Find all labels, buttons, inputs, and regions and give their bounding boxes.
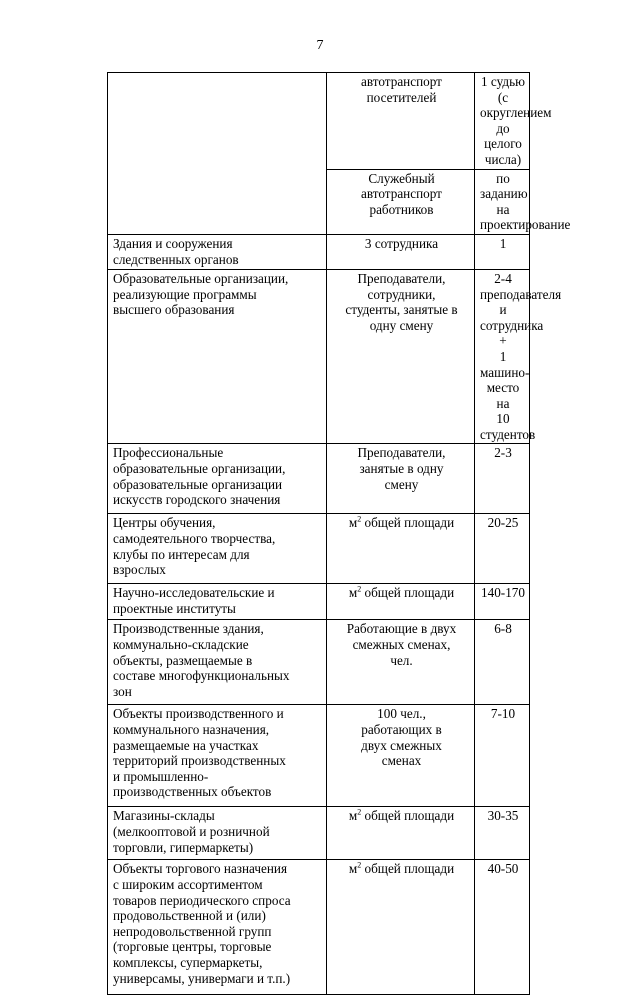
unit-superscript: 2 — [357, 808, 362, 818]
unit-cell: 100 чел., работающих в двух смежных сменах — [327, 705, 475, 807]
norm-cell: 2-4 преподавателя и сотрудника + 1 машино-место на 10 студентов — [475, 269, 530, 444]
table-row — [108, 514, 530, 584]
norm-cell: 7-10 — [475, 705, 530, 807]
parking-norms-table — [107, 72, 571, 995]
table-row — [108, 860, 530, 995]
unit-superscript: 2 — [357, 585, 362, 595]
object-cell: Образовательные организации, реализующие программы высшего образования — [108, 269, 327, 444]
table-row — [108, 807, 530, 860]
unit-text: м — [348, 515, 358, 531]
object-cell: Научно-исследовательские и проектные институты — [108, 584, 327, 620]
object-cell: Производственные здания, коммунально-складские объекты, размещаемые в составе многофункциональных зон — [108, 620, 327, 705]
norm-cell: по заданию на проектирование — [475, 169, 530, 234]
object-cell: Магазины-склады (мелкооптовой и розничной торговли, гипермаркеты) — [108, 807, 327, 860]
unit-cell — [327, 807, 475, 860]
unit-text: м — [348, 808, 358, 824]
object-cell: Объекты производственного и коммунального назначения, размещаемые на участках территорий производственных и промышленно- производственных объектов — [108, 705, 327, 807]
unit-text: общей площади — [361, 585, 455, 601]
object-cell — [108, 73, 327, 235]
unit-cell — [327, 584, 475, 620]
unit-superscript: 2 — [357, 861, 362, 871]
norm-cell: 6-8 — [475, 620, 530, 705]
norm-cell: 40-50 — [475, 860, 530, 995]
table-row — [108, 73, 530, 170]
norm-cell: 30-35 — [475, 807, 530, 860]
table-row — [108, 584, 530, 620]
norm-cell: 2-3 — [475, 444, 530, 514]
table-row — [108, 444, 530, 514]
unit-text: общей площади — [361, 515, 455, 531]
unit-text: общей площади — [361, 861, 455, 877]
unit-cell: Преподаватели, занятые в одну смену — [327, 444, 475, 514]
unit-cell: Преподаватели, сотрудники, студенты, занятые в одну смену — [327, 269, 475, 444]
unit-cell: 3 сотрудника — [327, 234, 475, 269]
table-row — [108, 269, 530, 444]
unit-cell — [327, 860, 475, 995]
page-number: 7 — [316, 38, 324, 53]
unit-superscript: 2 — [357, 515, 362, 525]
unit-text: общей площади — [361, 808, 455, 824]
norm-cell: 20-25 — [475, 514, 530, 584]
table-row — [108, 620, 530, 705]
norm-cell: 1 — [475, 234, 530, 269]
norm-cell: 1 судью (с округлением до целого числа) — [475, 73, 530, 170]
table-row — [108, 705, 530, 807]
object-cell: Центры обучения, самодеятельного творчества, клубы по интересам для взрослых — [108, 514, 327, 584]
unit-text: м — [348, 861, 358, 877]
object-cell: Объекты торгового назначения с широким ассортиментом товаров периодического спроса продовольственной и (или) непродовольственной групп (торговые центры, торговые комплексы, супермаркеты, универсамы, универмаги и т.п.) — [108, 860, 327, 995]
unit-text: м — [348, 585, 358, 601]
unit-cell: автотранспорт посетителей — [327, 73, 475, 170]
object-cell: Профессиональные образовательные организации, образовательные организации искусств городского значения — [108, 444, 327, 514]
unit-cell — [327, 514, 475, 584]
object-cell: Здания и сооружения следственных органов — [108, 234, 327, 269]
unit-cell: Работающие в двух смежных сменах, чел. — [327, 620, 475, 705]
unit-cell: Служебный автотранспорт работников — [327, 169, 475, 234]
table-row — [108, 234, 530, 269]
norm-cell: 140-170 — [475, 584, 530, 620]
